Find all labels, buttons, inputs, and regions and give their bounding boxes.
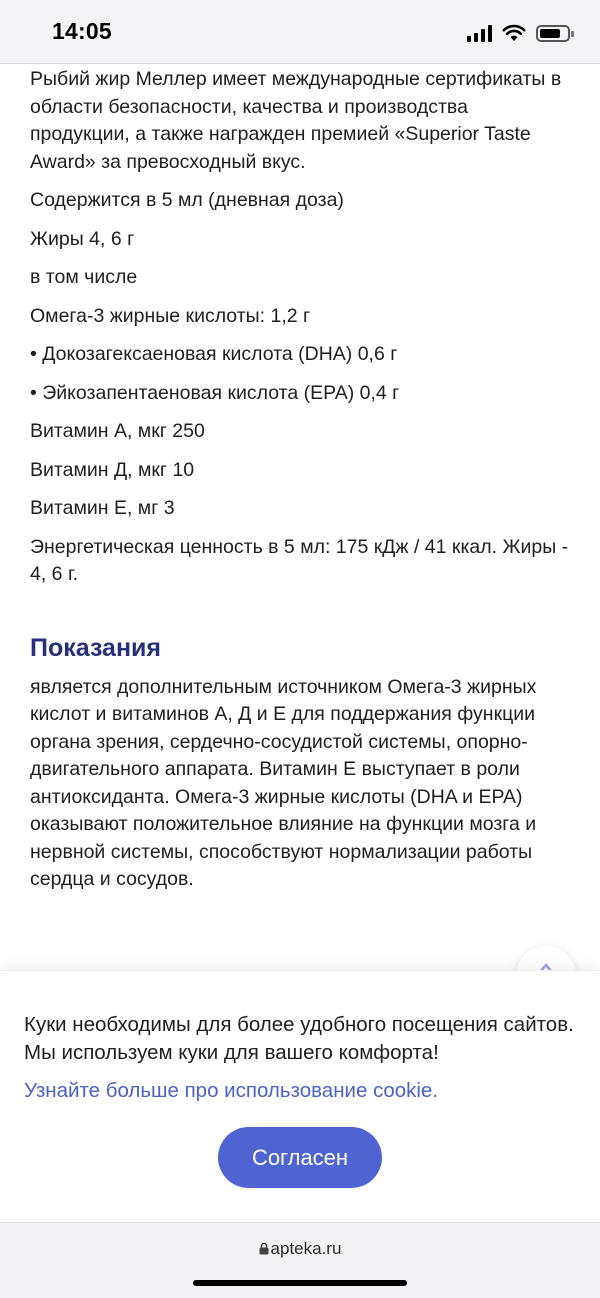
status-time: 14:05	[52, 18, 112, 44]
composition-row-8: Витамин Д, мкг 10	[30, 458, 195, 481]
lock-icon	[259, 1242, 269, 1255]
address-bar[interactable]	[0, 1239, 600, 1259]
energy-value: Энергетическая ценность в 5 мл: 175 кДж / 41 ккал. Жиры - 4, 6 г.	[30, 535, 569, 585]
composition-row-4: Омега-3 жирные кислоты: 1,2 г	[30, 304, 311, 327]
cookie-info-link[interactable]: Узнайте больше про использование cookie.	[24, 1079, 439, 1102]
agree-button[interactable]: Согласен	[218, 1127, 382, 1188]
composition-row-9: Витамин Е, мг 3	[30, 497, 175, 519]
composition-row-1: Содержится в 5 мл (дневная доза)	[30, 189, 344, 211]
battery-icon	[536, 25, 570, 42]
section-title-indications: Показания	[30, 633, 162, 662]
cookie-text: Куки необходимы для более удобного посещения сайтов. Мы используем куки для вашего комфорта!	[24, 1013, 574, 1064]
home-indicator[interactable]	[193, 1280, 407, 1286]
product-description	[30, 64, 570, 894]
intro-paragraph: Рыбий жир Меллер имеет международные сертификаты в области безопасности, качества и производства продукции, а также награжден премией «Superior Taste Award» за превосходный вкус.	[30, 68, 562, 173]
cookie-banner	[0, 970, 600, 1222]
composition-row-7: Витамин А, мкг 250	[30, 420, 205, 442]
composition-row-2: Жиры 4, 6 г	[30, 227, 135, 250]
indications-text: является дополнительным источником Омега-3 жирных кислот и витаминов А, Д и Е для поддержания функции органа зрения, сердечно-сосудистой системы, опорно-двигательного аппарата. Витамин Е выступает в роли антиоксиданта. Омега-3 жирные кислоты (DHA и EPA) оказывают положительное влияние на функции мозга и нервной системы, способствуют нормализации работы сердца и сосудов.	[30, 675, 537, 890]
wifi-icon	[502, 24, 526, 42]
composition-row-3: в том числе	[30, 266, 138, 288]
browser-bottom-bar	[0, 1222, 600, 1298]
status-icons	[467, 22, 570, 44]
composition-row-5: • Докозагексаеновая кислота (DHA) 0,6 г	[30, 343, 398, 365]
address-text: apteka.ru	[270, 1239, 342, 1258]
status-bar	[0, 0, 600, 64]
signal-icon	[467, 24, 492, 42]
composition-row-6: • Эйкозапентаеновая кислота (EPA) 0,4 г	[30, 381, 400, 404]
